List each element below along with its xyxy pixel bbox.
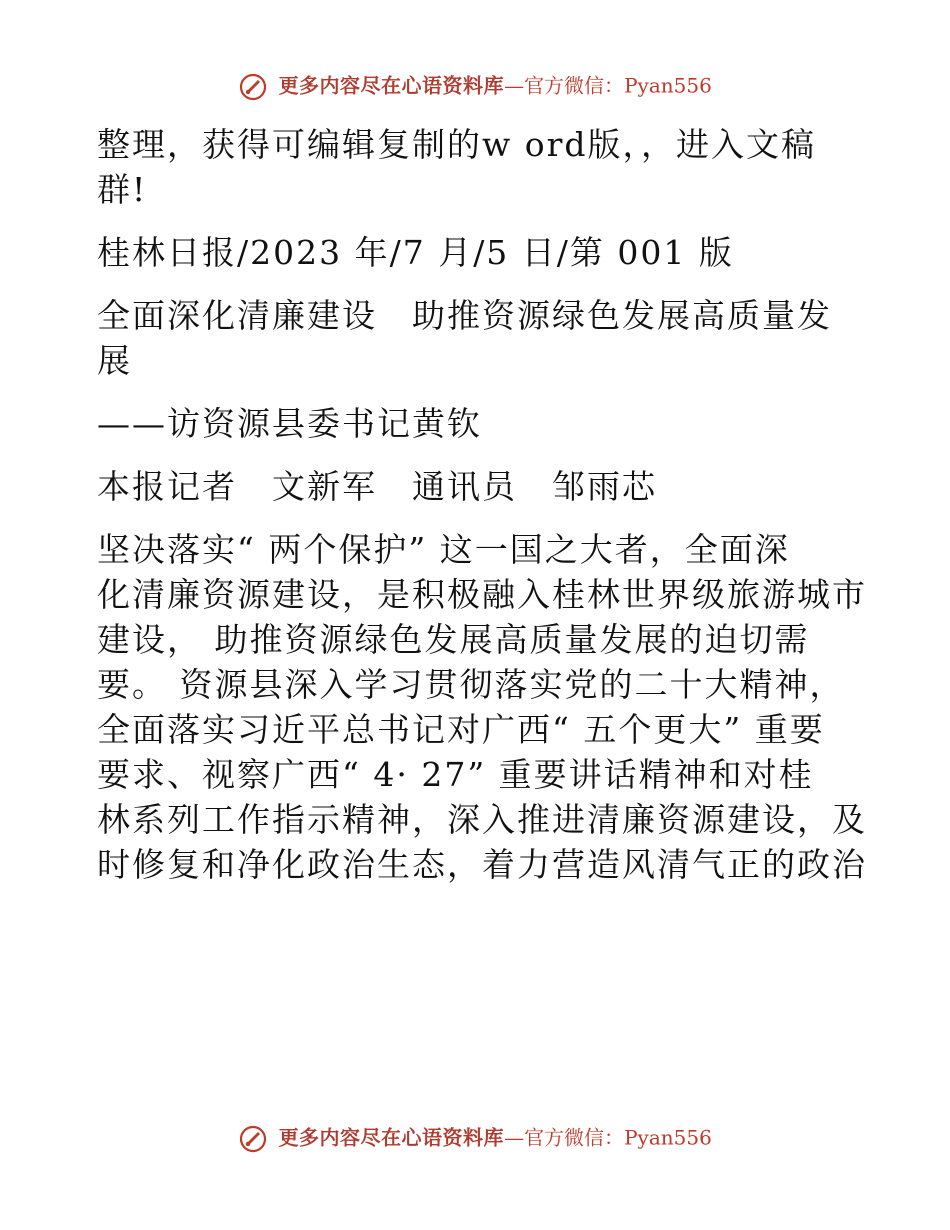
logo-icon bbox=[238, 1124, 268, 1154]
watermark-wechat: Pyan556 bbox=[624, 1125, 712, 1150]
watermark-text: 更多内容尽在心语资料库 bbox=[278, 1125, 505, 1150]
watermark-separator: —官方微信： bbox=[504, 73, 625, 98]
text-line: 时修复和净化政治生态，着力营造风清气正的政治 bbox=[97, 845, 867, 884]
text-line: 化清廉资源建设，是积极融入桂林世界级旅游城市 bbox=[97, 575, 867, 614]
logo-icon bbox=[238, 72, 268, 102]
text-line: 整理，获得可编辑复制的w ord版，，进入文稿 bbox=[97, 125, 817, 164]
watermark-text: 更多内容尽在心语资料库 bbox=[278, 73, 505, 98]
text-line: 林系列工作指示精神，深入推进清廉资源建设，及 bbox=[97, 800, 867, 839]
text-line: 坚决落实“ 两个保护” 这一国之大者，全面深 bbox=[97, 530, 790, 569]
text-line: 群! bbox=[97, 170, 148, 209]
text-line: 全面落实习近平总书记对广西“ 五个更大” 重要 bbox=[97, 710, 825, 749]
watermark-separator: —官方微信： bbox=[504, 1125, 625, 1150]
article-subtitle: ——访资源县委书记黄钦 bbox=[97, 404, 482, 443]
watermark-banner-bottom bbox=[0, 1124, 950, 1154]
watermark-wechat: Pyan556 bbox=[624, 73, 712, 98]
article-title: 全面深化清廉建设 助推资源绿色发展高质量发 bbox=[97, 296, 832, 335]
source-line: 桂林日报/2023 年/7 月/5 日/第 001 版 bbox=[97, 233, 734, 272]
document-body bbox=[97, 122, 867, 887]
watermark-banner-top bbox=[0, 72, 950, 102]
text-line: 建设， 助推资源绿色发展高质量发展的迫切需 bbox=[97, 620, 810, 659]
text-line: 要。 资源县深入学习贯彻落实党的二十大精神， bbox=[97, 665, 845, 704]
article-title-cont: 展 bbox=[97, 341, 132, 380]
byline: 本报记者 文新军 通讯员 邹雨芯 bbox=[97, 467, 657, 506]
text-line: 要求、视察广西“ 4· 27” 重要讲话精神和对桂 bbox=[97, 755, 814, 794]
